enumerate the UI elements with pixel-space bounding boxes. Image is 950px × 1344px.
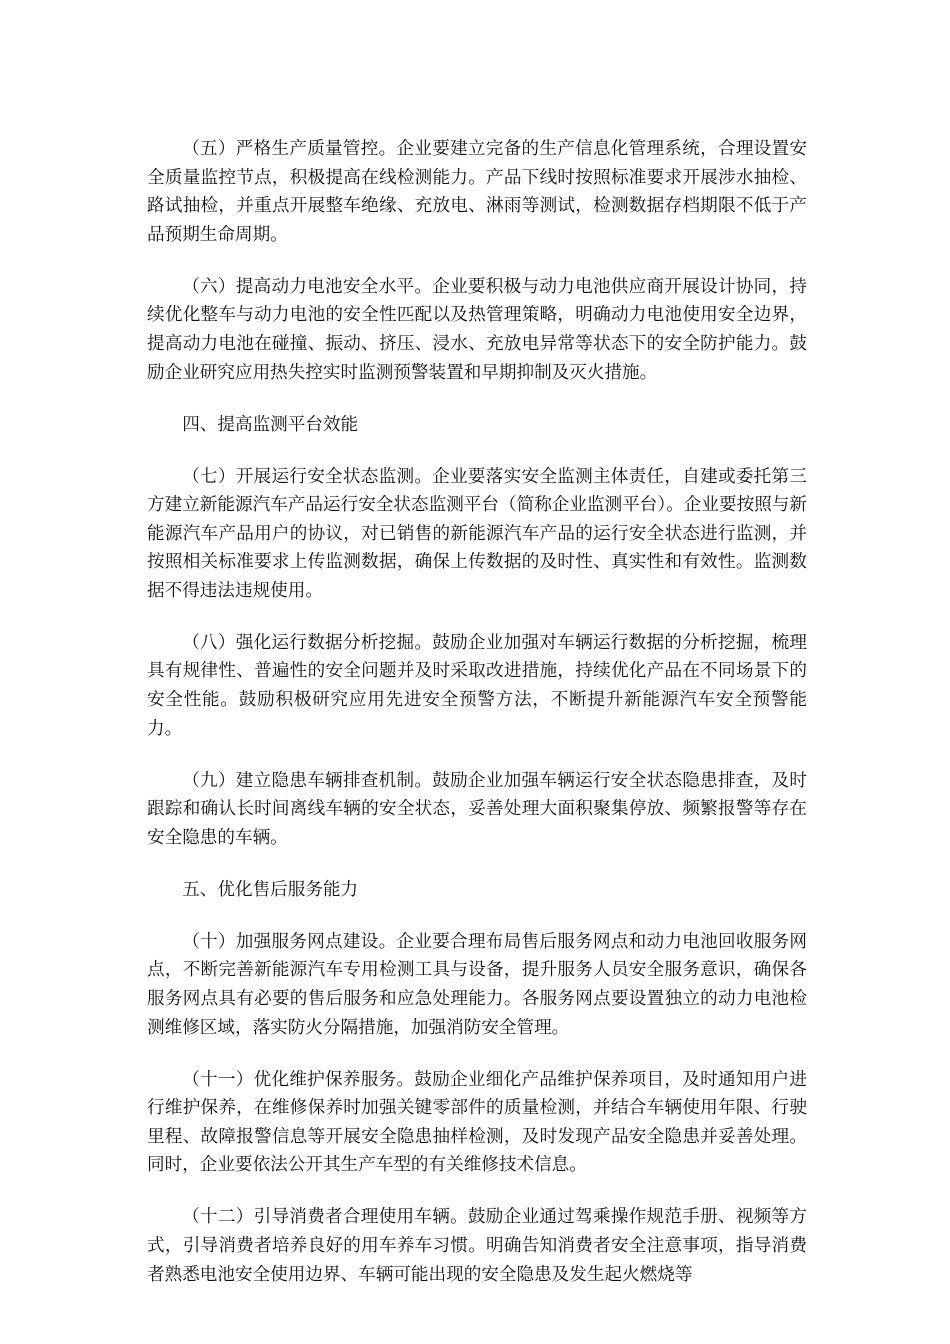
paragraph-10-service-network: （十）加强服务网点建设。企业要合理布局售后服务网点和动力电池回收服务网点，不断完善新能源汽车专用检测工具与设备，提升服务人员安全服务意识，确保各服务网点具有必要的售后服务和应急处理能力。各服务网点要设置独立的动力电池检测维修区域，落实防火分隔措施，加强消防安全管理。 <box>147 931 807 1038</box>
paragraph-11-maintenance-service: （十一）优化维护保养服务。鼓励企业细化产品维护保养项目，及时通知用户进行维护保养，在维修保养时加强关键零部件的质量检测，并结合车辆使用年限、行驶里程、故障报警信息等开展安全隐患抽样检测，及时发现产品安全隐患并妥善处理。同时，企业要依法公开其生产车型的有关维修技术信息。 <box>147 1069 807 1176</box>
section-heading-5-after-sales: 五、优化售后服务能力 <box>182 879 359 900</box>
section-heading-4-monitoring-platform: 四、提高监测平台效能 <box>182 414 359 435</box>
paragraph-12-consumer-guidance: （十二）引导消费者合理使用车辆。鼓励企业通过驾乘操作规范手册、视频等方式，引导消费者培养良好的用车养车习惯。明确告知消费者安全注意事项，指导消费者熟悉电池安全使用边界、车辆可能出现的安全隐患及发生起火燃烧等 <box>147 1207 807 1285</box>
paragraph-6-battery-safety: （六）提高动力电池安全水平。企业要积极与动力电池供应商开展设计协同，持续优化整车与动力电池的安全性匹配以及热管理策略，明确动力电池使用安全边界，提高动力电池在碰撞、振动、挤压、浸水、充放电异常等状态下的安全防护能力。鼓励企业研究应用热失控实时监测预警装置和早期抑制及灭火措施。 <box>147 276 807 383</box>
paragraph-8-data-analysis: （八）强化运行数据分析挖掘。鼓励企业加强对车辆运行数据的分析挖掘，梳理具有规律性、普遍性的安全问题并及时采取改进措施，持续优化产品在不同场景下的安全性能。鼓励积极研究应用先进安全预警方法，不断提升新能源汽车安全预警能力。 <box>147 632 807 739</box>
document-page <box>147 135 807 1313</box>
paragraph-9-hazard-inspection: （九）建立隐患车辆排查机制。鼓励企业加强车辆运行安全状态隐患排查，及时跟踪和确认长时间离线车辆的安全状态，妥善处理大面积聚集停放、频繁报警等存在安全隐患的车辆。 <box>147 770 807 848</box>
paragraph-5-production-quality: （五）严格生产质量管控。企业要建立完备的生产信息化管理系统，合理设置安全质量监控节点，积极提高在线检测能力。产品下线时按照标准要求开展涉水抽检、路试抽检，并重点开展整车绝缘、充放电、淋雨等测试，检测数据存档期限不低于产品预期生命周期。 <box>147 139 807 245</box>
paragraph-7-operation-monitoring: （七）开展运行安全状态监测。企业要落实安全监测主体责任，自建或委托第三方建立新能源汽车产品运行安全状态监测平台（简称企业监测平台）。企业要按照与新能源汽车产品用户的协议，对已销售的新能源汽车产品的运行安全状态进行监测，并按照相关标准要求上传监测数据，确保上传数据的及时性、真实性和有效性。监测数据不得违法违规使用。 <box>147 466 807 601</box>
